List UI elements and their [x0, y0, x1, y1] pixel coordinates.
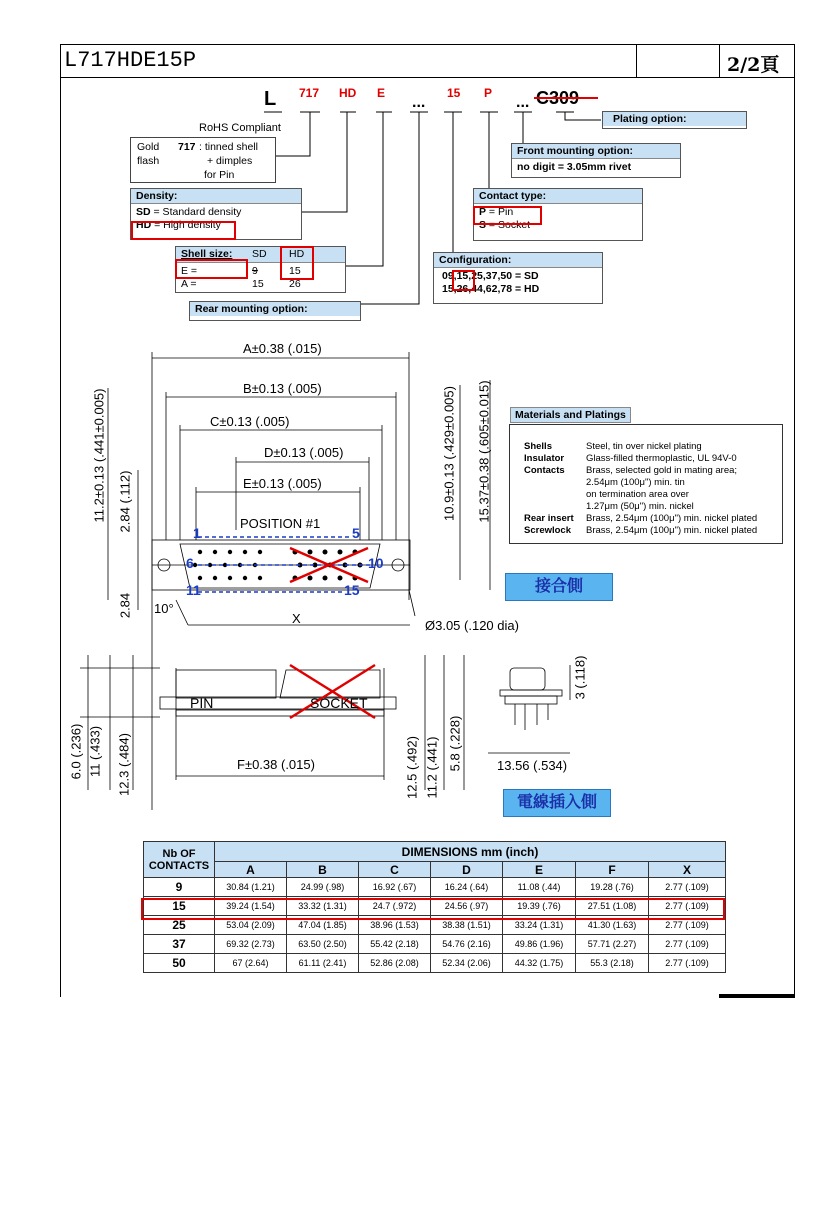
pn-front: ... [516, 94, 530, 111]
mat-row: Shells Steel, tin over nickel plating [524, 441, 702, 452]
pn-l: L [264, 88, 277, 110]
dim-h1: 11.2±0.13 (.441±0.005) [91, 388, 107, 523]
dim-a: A±0.38 (.015) [243, 341, 322, 356]
pn-rear: ... [412, 94, 426, 111]
pn-config: 15 [447, 86, 461, 100]
col-header: X [649, 862, 726, 878]
pn-series: 717 [299, 86, 320, 100]
density-title: Density: [131, 189, 301, 204]
shell-col-sd: SD [252, 248, 267, 260]
col-header: B [287, 862, 359, 878]
mating-side-button[interactable]: 接合側 [505, 573, 613, 601]
dim-h4: 10.9±0.13 (.429±0.005) [441, 386, 457, 521]
shell-col-hd: HD [289, 248, 305, 260]
dim-side-w: 13.56 (.534) [497, 758, 568, 773]
dim-h3: 2.84 [117, 592, 133, 619]
pin11-label: 11 [186, 582, 201, 598]
dim-d: D±0.13 (.005) [264, 445, 344, 460]
x-label: X [292, 611, 301, 626]
pn-shell: E [377, 86, 386, 100]
mat-row: Screwlock Brass, 2.54μm (100μ") min. nickel plated [524, 525, 758, 536]
table-corner: Nb OF CONTACTS [144, 842, 215, 878]
dim-s1: 6.0 (.236) [68, 723, 84, 780]
table-row: 25 53.04 (2.09) 47.04 (1.85) 38.96 (1.53) 38.38 (1.51) 33.24 (1.31) 41.30 (1.63) 2.77 (.109) [144, 916, 726, 935]
front-body: no digit = 3.05mm rivet [517, 161, 632, 173]
materials-title: Materials and Platings [510, 407, 631, 423]
shell-a-sd: 15 [252, 278, 264, 290]
bottom-bar [719, 994, 795, 998]
table-row: 50 67 (2.64) 61.11 (2.41) 52.86 (2.08) 52.34 (2.06) 44.32 (1.75) 55.3 (2.18) 2.77 (.109) [144, 954, 726, 973]
dim-b: B±0.13 (.005) [243, 381, 322, 396]
rear-title: Rear mounting option: [190, 302, 360, 316]
pin1-label: 1 [193, 525, 201, 541]
shell-title: Shell size: [181, 248, 233, 260]
mat-row: Rear insert Brass, 2.54μm (100μ") min. nickel plated [524, 513, 758, 524]
hole-label: Ø3.05 (.120 dia) [425, 618, 519, 633]
col-header: F [576, 862, 649, 878]
gold-code: 717 [178, 141, 196, 153]
dim-side-h: 3 (.118) [572, 655, 588, 700]
mat-row: Contacts Brass, selected gold in mating area; [524, 465, 738, 476]
front-title: Front mounting option: [512, 144, 680, 159]
shell-e-sd: 9 [252, 265, 258, 277]
page-title: L717HDE15P [64, 48, 197, 73]
shell-e-hd: 15 [289, 265, 301, 277]
gold-line1: : tinned shell [199, 141, 258, 153]
angle-label: 10° [154, 601, 174, 616]
dim-s6: 5.8 (.228) [447, 715, 463, 772]
gold-line2: + dimples [207, 155, 253, 167]
dim-s2: 11 (.433) [87, 725, 103, 778]
contact-title: Contact type: [474, 189, 642, 204]
dim-e: E±0.13 (.005) [243, 476, 322, 491]
density-hd: HD = High density [136, 219, 221, 231]
mat-row: Insulator Glass-filled thermoplastic, UL 94V-0 [524, 453, 737, 464]
col-header: C [359, 862, 431, 878]
col-header: A [215, 862, 287, 878]
col-header: E [503, 862, 576, 878]
shell-row-e: E = [181, 265, 198, 277]
dim-h2: 2.84 (.112) [117, 470, 133, 533]
shell-a-hd: 26 [289, 278, 301, 290]
dim-s5: 11.2 (.441) [424, 736, 440, 799]
flash-label: flash [137, 155, 160, 167]
position-label: POSITION #1 [240, 516, 321, 531]
pin15-label: 15 [344, 582, 360, 598]
table-row: 9 30.84 (1.21) 24.99 (.98) 16.92 (.67) 16.24 (.64) 11.08 (.44) 19.28 (.76) 2.77 (.109) [144, 878, 726, 897]
col-header: D [431, 862, 503, 878]
dim-s3: 12.3 (.484) [116, 733, 132, 796]
dim-s4: 12.5 (.492) [404, 736, 420, 799]
highlight-row-15 [141, 898, 725, 920]
gold-line3: for Pin [204, 169, 235, 181]
pin10-label: 10 [368, 555, 384, 571]
dim-c: C±0.13 (.005) [210, 414, 290, 429]
plating-title: Plating option: [603, 112, 746, 126]
config-line2: 15,26,44,62,78 = HD [442, 283, 540, 295]
contact-p: P = Pin [479, 206, 514, 218]
mat-row: on termination area over [586, 489, 689, 500]
pin6-label: 6 [186, 555, 194, 571]
dim-h5: 15.37±0.38 (.605±0.015) [476, 380, 492, 523]
rohs-label: RoHS Compliant [199, 122, 281, 134]
gold-label: Gold [137, 141, 160, 153]
mat-row: 1.27μm (50μ") min. nickel [586, 501, 694, 512]
config-title: Configuration: [434, 253, 602, 268]
mat-row: 2.54μm (100μ") min. tin [586, 477, 685, 488]
pin-label: PIN [190, 695, 214, 711]
shell-row-a: A = [181, 278, 197, 290]
contact-s: S = Socket [479, 219, 531, 231]
pn-plating: C309 [536, 88, 580, 108]
config-line1: 09,15,25,37,50 = SD [442, 270, 539, 282]
pn-density: HD [339, 86, 357, 100]
dim-f: F±0.38 (.015) [237, 757, 315, 772]
pn-contact: P [484, 86, 493, 100]
table-group-header: DIMENSIONS mm (inch) [215, 842, 726, 862]
table-row: 15 39.24 (1.54) 33.32 (1.31) 24.7 (.972) 24.56 (.97) 19.39 (.76) 27.51 (1.08) 2.77 (.109) [144, 897, 726, 916]
pin5-label: 5 [352, 525, 360, 541]
wire-side-button[interactable]: 電線插入側 [503, 789, 611, 817]
table-row: 37 69.32 (2.73) 63.50 (2.50) 55.42 (2.18) 54.76 (2.16) 49.86 (1.96) 57.71 (2.27) 2.77 (.109) [144, 935, 726, 954]
socket-label: SOCKET [310, 695, 368, 711]
density-sd: SD = Standard density [136, 206, 242, 218]
page-number: 2/2頁 [727, 54, 780, 76]
